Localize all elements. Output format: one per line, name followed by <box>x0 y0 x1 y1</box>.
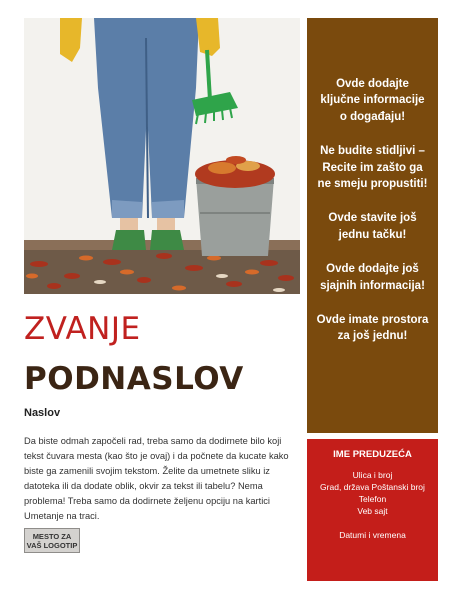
key-point: Ovde stavite još jednu tačku! <box>328 212 417 241</box>
hero-photo <box>24 18 300 294</box>
key-point: Ne budite stidljivi – Recite im zašto ga ne smeju propustiti! <box>317 145 428 191</box>
key-point: Ovde imate prostora za još jednu! <box>316 314 429 343</box>
company-name: IME PREDUZEĆA <box>333 449 412 460</box>
logo-placeholder[interactable] <box>24 528 80 553</box>
contact-website: Veb sajt <box>357 506 388 516</box>
logo-placeholder-label: MESTO ZA VAŠ LOGOTIP <box>26 531 78 550</box>
section-heading: Naslov <box>24 407 61 419</box>
key-point: Ovde dodajte još sjajnih informacija! <box>320 263 425 292</box>
body-paragraph: Da biste odmah započeli rad, treba samo da dodirnete bilo koji tekst čuvara mesta (kao što je ovaj) i da počnete da kucate kako biste ga zamenili svojim tekstom. Želite da umetnete sliku iz datoteka ili da dodate oblik, okvir za tekst ili tabelu? Nema problema! Treba samo da dodirnete željenu opciju na kartici Umetanje na traci. <box>24 436 289 521</box>
page-subtitle: PODNASLOV <box>24 361 244 397</box>
contact-panel <box>307 439 438 581</box>
key-points-panel <box>307 18 438 433</box>
page-title: ZVANJE <box>24 311 141 347</box>
key-point: Ovde dodajte ključne informacije o događaju! <box>320 78 425 123</box>
address-city: Grad, država Poštanski broj <box>320 482 425 492</box>
gardener-with-rake-illustration <box>24 18 300 294</box>
event-dates: Datumi i vremena <box>339 530 406 540</box>
address-street: Ulica i broj <box>352 470 393 480</box>
contact-phone: Telefon <box>358 494 387 504</box>
